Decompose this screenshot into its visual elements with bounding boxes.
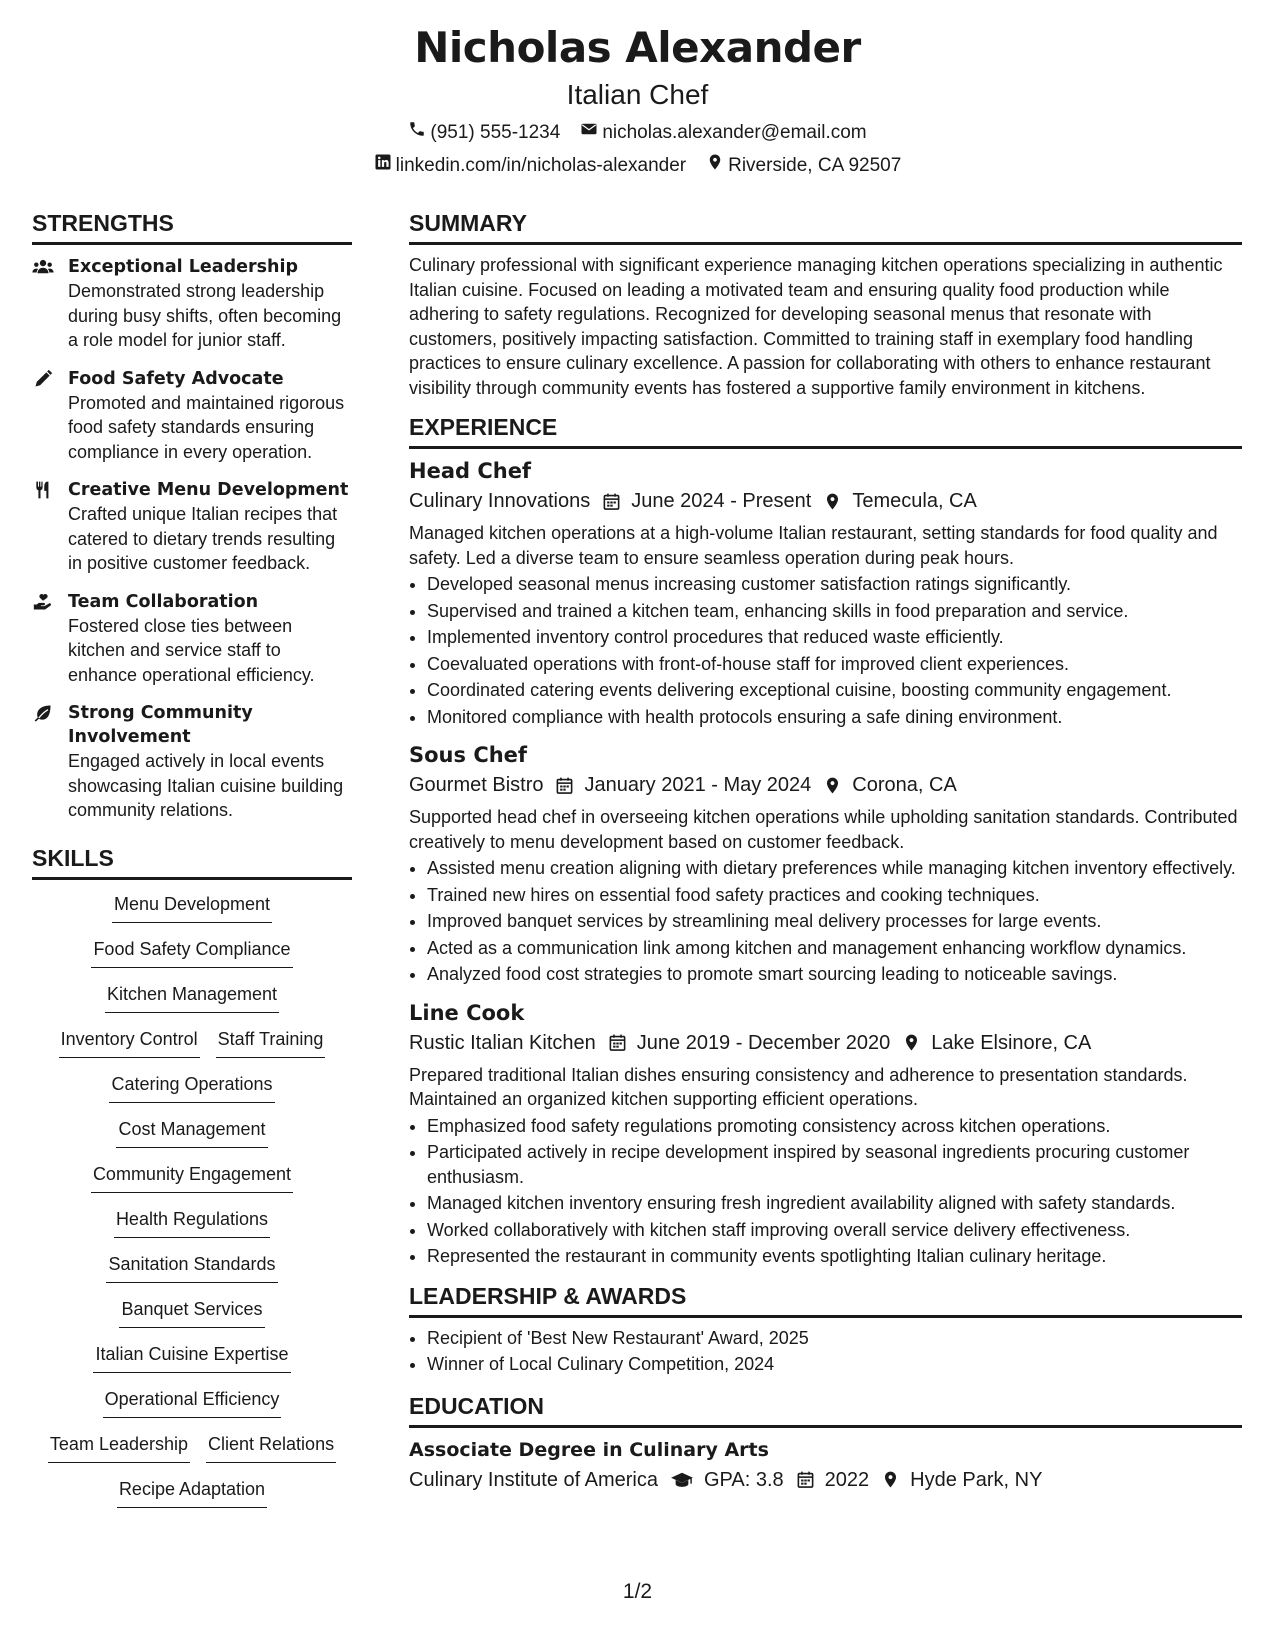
skills-heading: SKILLS (32, 843, 352, 880)
skill-tag: Team Leadership (48, 1432, 190, 1463)
calendar-icon (543, 776, 584, 795)
job-description: Supported head chef in overseeing kitchen operations while upholding sanitation standards. Contributed creatively to menu development based on customer feedback. (409, 807, 1238, 852)
job-description: Managed kitchen operations at a high-volume Italian restaurant, setting standards for food quality and safety. Led a diverse team to ensure seamless operation during peak hours. (409, 523, 1218, 568)
users-icon (32, 255, 68, 353)
leaf-icon (32, 701, 68, 823)
job-bullets (409, 572, 1242, 729)
list-item: • Acted as a communication link among kitchen and management enhancing workflow dynamics. (427, 936, 1242, 961)
awards-heading: LEADERSHIP & AWARDS (409, 1281, 1242, 1318)
list-item: • Developed seasonal menus increasing customer satisfaction ratings significantly. (427, 572, 1242, 597)
hand-holding-heart-icon (32, 590, 68, 688)
list-item: • Improved banquet services by streamlining meal delivery processes for large events. (427, 909, 1242, 934)
strength-desc: Demonstrated strong leadership during busy shifts, often becoming a role model for junior staff. (68, 281, 342, 350)
strength-item (32, 590, 352, 688)
job-title: Sous Chef (409, 743, 528, 767)
contact-line-2 (0, 153, 1275, 178)
skill-tag: Cost Management (116, 1117, 267, 1148)
list-item: • Monitored compliance with health protocols ensuring a safe dining environment. (427, 705, 1242, 730)
job-company: Culinary Innovations (409, 490, 591, 512)
strengths-heading: STRENGTHS (32, 208, 352, 245)
job-entry (409, 457, 1242, 729)
location-text: Riverside, CA 92507 (728, 154, 902, 176)
list-item: • Emphasized food safety regulations promoting consistency across kitchen operations. (427, 1114, 1242, 1139)
summary-heading: SUMMARY (409, 208, 1242, 245)
list-item: • Worked collaboratively with kitchen staff improving overall service delivery effectiveness. (427, 1218, 1242, 1243)
skill-tag: Community Engagement (91, 1162, 293, 1193)
job-bullets (409, 1114, 1242, 1269)
job-title: Head Chef (409, 459, 532, 483)
school-location: Hyde Park, NY (910, 1468, 1043, 1491)
contact-line-1 (0, 120, 1275, 145)
linkedin-icon (374, 153, 392, 178)
job-entry (409, 999, 1242, 1269)
list-item: • Coordinated catering events delivering exceptional cuisine, boosting community engagement. (427, 678, 1242, 703)
list-item: • Trained new hires on essential food safety practices and cooking techniques. (427, 883, 1242, 908)
strength-title: Exceptional Leadership (68, 257, 299, 277)
graduation-cap-icon (658, 1470, 704, 1490)
graduation-year: 2022 (824, 1468, 870, 1491)
strength-title: Creative Menu Development (68, 480, 349, 500)
contact-location (706, 153, 901, 178)
job-location: Lake Elsinore, CA (931, 1031, 1092, 1054)
left-column (32, 208, 352, 1522)
job-dates: June 2019 - December 2020 (636, 1031, 891, 1054)
strength-title: Strong Community Involvement (68, 703, 253, 747)
job-meta (409, 487, 1242, 515)
experience-heading: EXPERIENCE (409, 412, 1242, 449)
candidate-name: Nicholas Alexander (414, 23, 861, 72)
job-company: Gourmet Bistro (409, 774, 544, 796)
list-item: • Supervised and trained a kitchen team, enhancing skills in food preparation and service. (427, 599, 1242, 624)
list-item: • Coevaluated operations with front-of-house staff for improved client experiences. (427, 652, 1242, 677)
skill-tag: Banquet Services (119, 1297, 264, 1328)
job-company: Rustic Italian Kitchen (409, 1031, 596, 1054)
list-item: • Recipient of 'Best New Restaurant' Award, 2025 (427, 1326, 1242, 1351)
skill-tag: Kitchen Management (105, 982, 279, 1013)
education-meta (409, 1466, 1242, 1494)
skill-tag: Italian Cuisine Expertise (93, 1342, 290, 1373)
email-text[interactable]: nicholas.alexander@email.com (602, 121, 867, 143)
skills-list (32, 892, 352, 1522)
contact-email[interactable] (580, 120, 866, 145)
calendar-icon (590, 492, 631, 511)
awards-list (409, 1326, 1242, 1377)
linkedin-text[interactable]: linkedin.com/in/nicholas-alexander (395, 154, 687, 176)
skill-tag: Staff Training (216, 1027, 326, 1058)
job-location: Temecula, CA (852, 490, 977, 512)
map-pin-icon (811, 776, 852, 795)
skill-tag: Catering Operations (109, 1072, 274, 1103)
strength-item (32, 367, 352, 465)
list-item: • Participated actively in recipe development inspired by seasonal ingredients procuring customer enthusiasm. (427, 1140, 1242, 1189)
skill-tag: Food Safety Compliance (91, 937, 292, 968)
job-bullets (409, 856, 1242, 987)
resume-header (0, 18, 1275, 178)
job-entry (409, 741, 1242, 987)
job-description: Prepared traditional Italian dishes ensuring consistency and adherence to presentation standards. Maintained an organized kitchen supporting efficient operations. (409, 1064, 1188, 1109)
job-location: Corona, CA (852, 774, 957, 796)
calendar-icon (596, 1033, 637, 1052)
skill-tag: Operational Efficiency (103, 1387, 282, 1418)
utensils-icon (32, 478, 68, 576)
map-pin-icon (811, 492, 852, 511)
pencil-icon (32, 367, 68, 465)
job-title: Line Cook (409, 1000, 525, 1025)
strength-desc: Fostered close ties between kitchen and service staff to enhance operational efficiency. (68, 615, 315, 685)
right-column (409, 208, 1242, 1500)
envelope-icon (580, 120, 598, 145)
job-dates: June 2024 - Present (631, 490, 812, 512)
skill-tag: Menu Development (112, 892, 272, 923)
school-name: Culinary Institute of America (409, 1468, 658, 1491)
strength-title: Food Safety Advocate (68, 368, 284, 389)
page-number: 1/2 (622, 1580, 653, 1603)
map-pin-icon (706, 153, 724, 178)
skill-tag: Client Relations (206, 1432, 336, 1463)
degree-title: Associate Degree in Culinary Arts (409, 1438, 769, 1461)
phone-icon (408, 120, 426, 145)
strength-item (32, 478, 352, 576)
list-item: • Represented the restaurant in community events spotlighting Italian culinary heritage. (427, 1244, 1242, 1269)
list-item: • Implemented inventory control procedures that reduced waste efficiently. (427, 625, 1242, 650)
list-item: • Managed kitchen inventory ensuring fresh ingredient availability aligned with safety standards. (427, 1191, 1242, 1216)
phone-text: (951) 555-1234 (430, 121, 561, 143)
job-dates: January 2021 - May 2024 (584, 774, 812, 796)
gpa-text: GPA: 3.8 (704, 1468, 784, 1491)
strength-desc: Promoted and maintained rigorous food safety standards ensuring compliance in every operation. (68, 392, 345, 462)
list-item: • Analyzed food cost strategies to promote smart sourcing leading to noticeable savings. (427, 962, 1242, 987)
education-heading: EDUCATION (409, 1391, 1242, 1428)
job-meta (409, 771, 1242, 799)
strength-desc: Engaged actively in local events showcasing Italian cuisine building community relations. (68, 751, 344, 820)
summary-text: Culinary professional with significant experience managing kitchen operations specializing in authentic Italian cuisine. Focused on leading a motivated team and ensuring quality food production while adhering to safety regulations. Recognized for developing seasonal menus that resonate with customers, positively impacting satisfaction. Committed to training staff in exemplary food handling practices to ensure culinary excellence. A passion for collaborating with others to enhance restaurant visibility through community events has fostered a supportive family environment in kitchens. (409, 255, 1223, 398)
list-item: • Winner of Local Culinary Competition, 2024 (427, 1352, 1242, 1377)
skill-tag: Health Regulations (114, 1207, 270, 1238)
calendar-icon (784, 1470, 825, 1489)
strength-title: Team Collaboration (68, 591, 259, 612)
strength-item (32, 255, 352, 353)
skill-tag: Recipe Adaptation (117, 1477, 267, 1508)
map-pin-icon (890, 1033, 931, 1052)
strength-item (32, 701, 352, 823)
contact-linkedin[interactable] (374, 153, 686, 178)
skill-tag: Sanitation Standards (106, 1252, 277, 1283)
skill-tag: Inventory Control (59, 1027, 200, 1058)
candidate-role: Italian Chef (566, 79, 709, 110)
contact-phone (408, 120, 560, 145)
map-pin-icon (869, 1470, 910, 1489)
job-meta (409, 1029, 1242, 1057)
strength-desc: Crafted unique Italian recipes that catered to dietary trends resulting in positive customer feedback. (68, 504, 338, 573)
list-item: • Assisted menu creation aligning with dietary preferences while managing kitchen inventory effectively. (427, 856, 1242, 881)
